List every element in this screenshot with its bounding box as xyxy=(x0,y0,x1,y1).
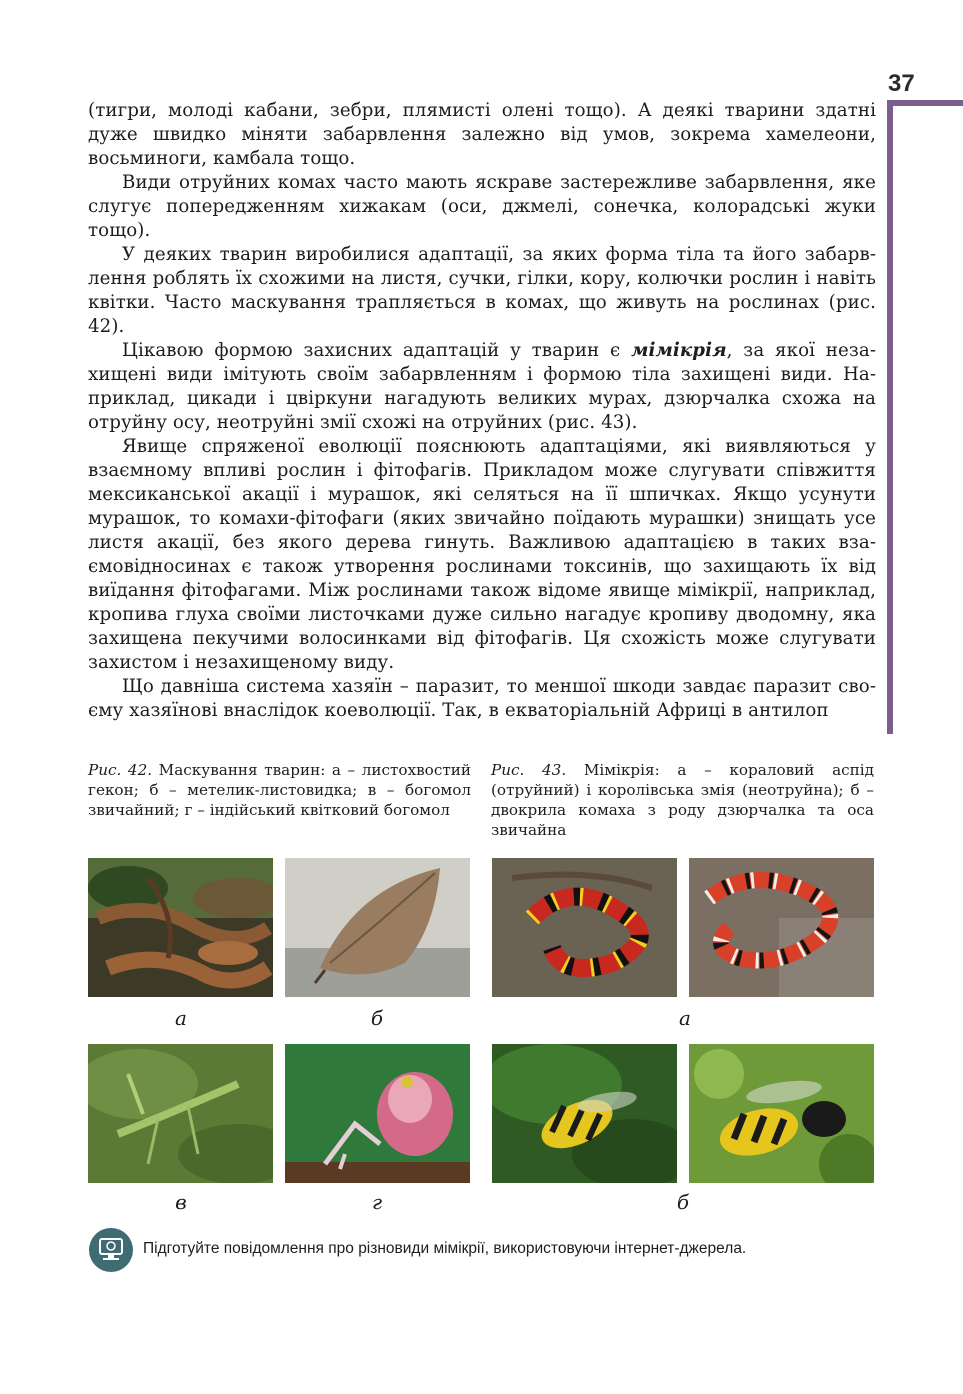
paragraph-5: Явище спряженої еволюції пояснюють адаптаціями, які виявляються у взаємному впливі рослин і фітофагів. Прикладом може слугувати співжиття мексиканської акації і мурашок, які селяться на її шпичках. Якщо усунути мурашок, то комахи-фітофаги (яких звичайно поїдають мурашки) знищать усе листя акації, без якого дерева гинуть. Важливою адаптацією в таких взаємовідносинах є також утворення рослинами токсинів, що захищають їх від виїдання фітофагами. Між рослинами також відоме явище мімікрії, наприклад, кропива глуха своїми листочками дуже сильно нагадує кропиву дводомну, яка захищена пекучими волосинками від фітофагів. Ця схожість може слугувати захистом і незахищеному виду. xyxy=(88,436,876,673)
figure-42-caption xyxy=(88,760,471,820)
body-text xyxy=(88,99,876,723)
paragraph-3: У деяких тварин виробилися адаптації, за яких форма тіла та його забарвлення роблять їх схожими на листя, сучки, гілки, кору, колючки рослин і навіть квітки. Часто маскування трапляється в комах, що живуть на рослинах (рис. 42). xyxy=(88,244,876,337)
label-fig42-v: в xyxy=(175,1190,187,1214)
photo-leaf-butterfly xyxy=(285,858,470,997)
photo-coral-snake xyxy=(492,858,677,997)
paragraph-2: Види отруйних комах часто мають яскраве застережливе забарвлення, яке слугує попередженням хижакам (оси, джмелі, сонечка, колорадські жуки тощо). xyxy=(88,172,876,241)
task-text: Підготуйте повідомлення про різновиди мімікрії, використовуючи інтернет-джерела. xyxy=(143,1240,747,1257)
paragraph-4 xyxy=(88,339,876,435)
figure-42-number: Рис. 42. xyxy=(88,761,153,779)
label-fig43-b: б xyxy=(676,1190,690,1214)
photo-hoverfly xyxy=(492,1044,677,1183)
figure-42-text: Маскування тварин: а – листохвостий гекон; б – метелик-листовидка; в – богомол звичайний; г – індійський квітковий богомол xyxy=(88,761,471,819)
figure-43-caption xyxy=(491,760,874,840)
label-fig42-g: г xyxy=(371,1190,383,1214)
paragraph-4-end: , за якої незахищені види імітують своїм забарвленням і формою тіла захищені види. Наприклад, цикади і цвіркуни нагадують великих мурах, дзюрчалка схожа на отруйну осу, неотруйні змії схожі на отруйних (рис. 43). xyxy=(88,340,876,433)
accent-bar-top xyxy=(887,100,963,106)
figure-43-text: Мімікрія: а – кораловий аспід (отруйний) і королівська змія (неотруйна); б – двокрила комаха з роду дзюрчалка та оса звичайна xyxy=(491,761,874,839)
photo-leaf-tailed-gecko xyxy=(88,858,273,997)
label-fig42-b: б xyxy=(370,1006,384,1030)
photo-common-wasp xyxy=(689,1044,874,1183)
accent-bar-vertical xyxy=(887,100,893,734)
term-mimicry: мімікрія xyxy=(631,340,727,361)
label-fig43-a: а xyxy=(679,1006,691,1030)
photo-orchid-mantis xyxy=(285,1044,470,1183)
paragraph-1: (тигри, молоді кабани, зебри, плямисті олені тощо). А деякі тварини здатні дуже швидко міняти забарвлення залежно від умов, зокрема хамелеони, восьминоги, камбала тощо. xyxy=(88,100,876,169)
label-fig42-a: а xyxy=(175,1006,187,1030)
paragraph-4-start: Цікавою формою захисних адаптацій у тварин є xyxy=(122,340,632,361)
computer-research-icon xyxy=(89,1228,133,1272)
photo-king-snake xyxy=(689,858,874,997)
figure-43-number: Рис. 43. xyxy=(491,761,567,779)
paragraph-6: Що давніша система хазяїн – паразит, то меншої шкоди завдає паразит своєму хазяїнові внаслідок коеволюції. Так, в екваторіальній Африці в антилоп xyxy=(88,676,876,721)
page-number: 37 xyxy=(888,70,915,97)
photo-common-mantis xyxy=(88,1044,273,1183)
